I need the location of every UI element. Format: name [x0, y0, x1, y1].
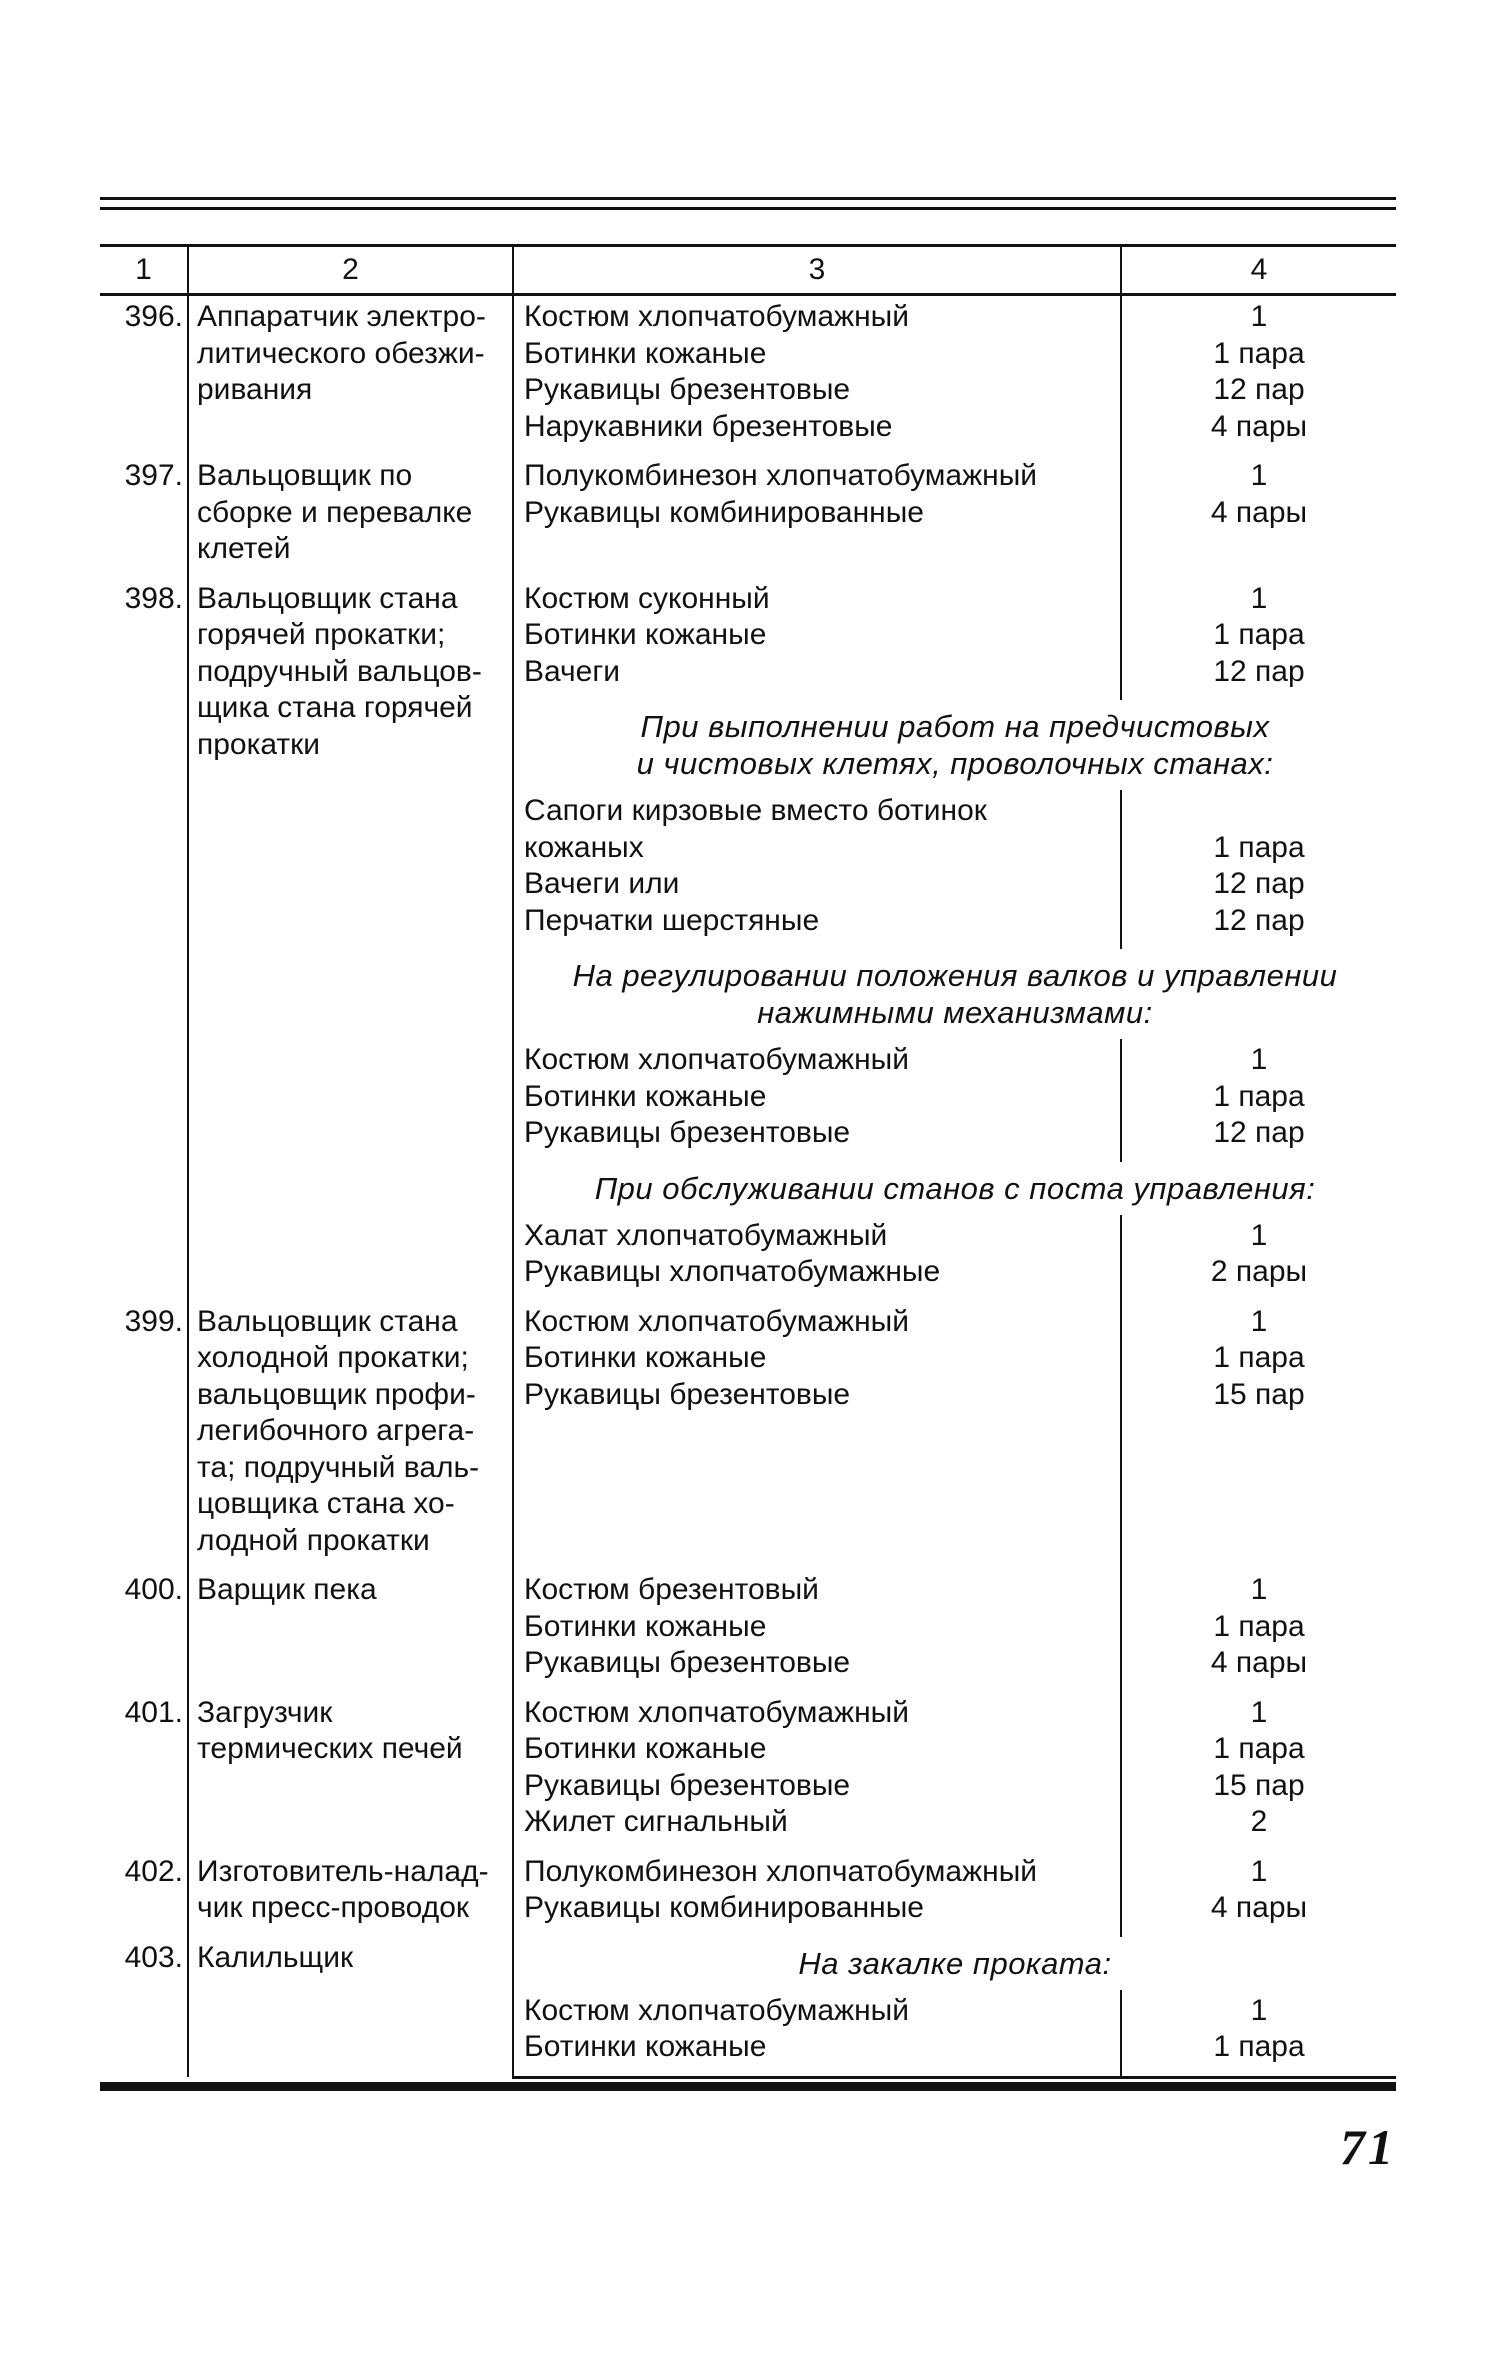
entry-title — [188, 1301, 513, 1570]
item-name: Ботинки кожаные — [524, 336, 767, 370]
entry-title — [188, 1937, 513, 2078]
section-row — [100, 1937, 1396, 1990]
item-qty: 1 — [1250, 300, 1268, 333]
item-qty: 12 пар — [1213, 373, 1305, 406]
entry-title — [188, 578, 513, 1301]
entry-number: 397. — [100, 455, 188, 578]
entry-title-line: Вальцовщик по — [197, 459, 413, 492]
item-quantities — [1121, 1990, 1396, 2078]
entry-title-line: цовщика стана хо- — [197, 1487, 455, 1520]
item-quantities — [1121, 295, 1396, 456]
entry-title-line: легибочного агрега- — [197, 1414, 475, 1447]
entry-title — [188, 1569, 513, 1692]
item-name: Сапоги кирзовые вместо ботинок — [524, 794, 987, 827]
entry-number: 402. — [100, 1851, 188, 1937]
item-names — [513, 1851, 1121, 1937]
item-qty: 12 пар — [1213, 867, 1305, 900]
item-qty: 1 — [1250, 1573, 1268, 1606]
item-quantities — [1121, 1692, 1396, 1851]
header-col-2: 2 — [188, 246, 513, 295]
item-qty: 1 — [1250, 1043, 1268, 1076]
entry-title — [188, 1692, 513, 1851]
item-name: Ботинки кожаные — [524, 1341, 767, 1374]
entry-title-line: термических печей — [197, 1732, 463, 1765]
item-name: Перчатки шерстяные — [524, 903, 820, 937]
item-name: Ботинки кожаные — [524, 2030, 767, 2063]
item-quantities — [1121, 790, 1396, 949]
entry-title-line: прокатки — [197, 727, 321, 761]
item-names — [513, 1039, 1121, 1162]
item-qty: 4 пары — [1210, 495, 1308, 529]
entry-title-line: Загрузчик — [197, 1695, 333, 1729]
item-qty: 4 пары — [1210, 1646, 1308, 1679]
entry-number: 396. — [100, 295, 188, 456]
item-qty: 1 пара — [1213, 1341, 1305, 1374]
entry-title-line: ривания — [197, 373, 313, 406]
item-quantities — [1121, 1039, 1396, 1162]
entry-title-line: чик пресс-проводок — [197, 1891, 470, 1924]
item-name: Ботинки кожаные — [524, 1732, 767, 1765]
section-heading-line: При выполнении работ на предчистовых — [640, 709, 1270, 744]
item-names — [513, 1569, 1121, 1692]
item-qty: 1 пара — [1213, 1609, 1305, 1643]
item-quantities — [1121, 1569, 1396, 1692]
item-name: Рукавицы брезентовые — [524, 1377, 851, 1411]
item-qty: 1 — [1250, 1854, 1268, 1888]
item-names — [513, 790, 1121, 949]
item-quantities — [1121, 578, 1396, 701]
item-name: Костюм хлопчатобумажный — [524, 1043, 909, 1076]
page-number: 71 — [1340, 2119, 1396, 2175]
item-names — [513, 1990, 1121, 2078]
section-heading-line: На закалке проката: — [798, 1945, 1112, 1981]
section-heading — [513, 949, 1396, 1039]
table-row — [100, 1692, 1396, 1851]
item-qty: 1 пара — [1213, 1079, 1305, 1113]
table-row — [100, 455, 1396, 578]
item-qty: 1 пара — [1213, 618, 1305, 651]
entry-number: 403. — [100, 1937, 188, 2078]
item-name: Халат хлопчатобумажный — [524, 1218, 888, 1252]
header-col-4: 4 — [1121, 246, 1396, 295]
item-quantities — [1121, 1851, 1396, 1937]
item-name: Костюм суконный — [524, 581, 770, 615]
item-qty: 15 пар — [1213, 1377, 1305, 1411]
entry-number: 401. — [100, 1692, 188, 1851]
entry-title — [188, 455, 513, 578]
item-name: Рукавицы брезентовые — [524, 1116, 851, 1149]
item-name: Полукомбинезон хлопчатобумажный — [524, 1854, 1038, 1888]
header-col-1: 1 — [100, 246, 188, 295]
table-row — [100, 1851, 1396, 1937]
item-names — [513, 578, 1121, 701]
item-name: Рукавицы брезентовые — [524, 1768, 851, 1802]
entry-title-line: Варщик пека — [197, 1573, 377, 1606]
item-name: Костюм хлопчатобумажный — [524, 300, 909, 333]
item-qty: 1 — [1250, 1993, 1268, 2027]
entry-title-line: Калильщик — [197, 1940, 354, 1974]
item-names — [513, 1692, 1121, 1851]
entry-title-line: щика стана горячей — [197, 691, 473, 724]
header-col-3: 3 — [513, 246, 1121, 295]
item-qty: 1 — [1250, 1695, 1268, 1729]
item-name: Костюм хлопчатобумажный — [524, 1695, 909, 1729]
entry-title-line: горячей прокатки; — [197, 618, 446, 651]
bottom-rule — [100, 2082, 1396, 2091]
entry-title-line: та; подручный валь- — [197, 1450, 480, 1484]
item-names — [513, 455, 1121, 578]
entry-title — [188, 295, 513, 456]
item-quantities — [1121, 455, 1396, 578]
table-row — [100, 295, 1396, 456]
table-row — [100, 1301, 1396, 1570]
ppe-table — [100, 244, 1396, 2079]
entry-number: 398. — [100, 578, 188, 1301]
item-qty: 15 пар — [1213, 1768, 1305, 1802]
item-names — [513, 295, 1121, 456]
item-names — [513, 1215, 1121, 1301]
item-name: Вачеги — [524, 654, 621, 688]
entry-title-line: вальцовщик профи- — [197, 1377, 476, 1411]
item-name: Полукомбинезон хлопчатобумажный — [524, 459, 1038, 492]
item-name: Рукавицы брезентовые — [524, 1646, 851, 1679]
entry-title-line: сборке и перевалке — [197, 495, 473, 529]
top-rule-2 — [100, 207, 1396, 210]
item-qty: 1 — [1250, 1218, 1268, 1252]
entry-title-line: Изготовитель-налад- — [197, 1854, 489, 1888]
section-heading — [513, 1162, 1396, 1215]
item-name: Жилет сигнальный — [524, 1805, 788, 1838]
item-qty: 1 — [1250, 1304, 1268, 1338]
item-qty: 1 пара — [1213, 1732, 1305, 1765]
entry-title-line: Аппаратчик электро- — [197, 300, 486, 333]
table-row — [100, 1569, 1396, 1692]
item-name: Рукавицы хлопчатобумажные — [524, 1255, 941, 1288]
item-name: Костюм брезентовый — [524, 1573, 819, 1606]
item-quantities — [1121, 1215, 1396, 1301]
section-heading-line: На регулировании положения валков и управлении — [572, 958, 1338, 993]
entry-title-line: клетей — [197, 532, 291, 565]
entry-number: 399. — [100, 1301, 188, 1570]
item-qty — [1122, 793, 1396, 830]
item-qty: 4 пары — [1210, 1891, 1308, 1924]
item-qty: 1 пара — [1213, 2030, 1305, 2063]
section-heading — [513, 1937, 1396, 1990]
item-name: Ботинки кожаные — [524, 1079, 767, 1113]
item-name: Вачеги или — [524, 867, 680, 900]
item-names — [513, 1301, 1121, 1570]
item-name: Ботинки кожаные — [524, 618, 767, 651]
item-qty: 4 пары — [1210, 409, 1308, 443]
section-heading — [513, 700, 1396, 790]
entry-number: 400. — [100, 1569, 188, 1692]
item-name: Рукавицы комбинированные — [524, 1891, 924, 1924]
item-qty: 2 пары — [1210, 1255, 1308, 1288]
section-heading-line: нажимными механизмами: — [757, 995, 1153, 1030]
item-qty: 12 пар — [1213, 1116, 1305, 1149]
item-qty: 1 — [1250, 459, 1268, 492]
item-name: кожаных — [524, 830, 644, 864]
item-name: Нарукавники брезентовые — [524, 409, 893, 443]
section-heading-line: При обслуживании станов с поста управления: — [594, 1170, 1316, 1206]
item-qty: 1 — [1250, 581, 1268, 615]
entry-title-line: Вальцовщик стана — [197, 581, 458, 615]
item-qty: 1 пара — [1213, 830, 1305, 864]
entry-title-line: холодной прокатки; — [197, 1341, 469, 1374]
item-name: Костюм хлопчатобумажный — [524, 1304, 909, 1338]
item-name: Костюм хлопчатобумажный — [524, 1993, 909, 2027]
item-qty: 2 — [1250, 1805, 1268, 1838]
table-row — [100, 578, 1396, 701]
table-body — [100, 295, 1396, 2078]
item-qty: 12 пар — [1213, 903, 1305, 937]
section-heading-line: и чистовых клетях, проволочных станах: — [636, 746, 1274, 781]
item-qty: 1 пара — [1213, 336, 1305, 370]
top-rule-1 — [100, 197, 1396, 200]
item-qty: 12 пар — [1213, 654, 1305, 688]
entry-title-line: лодной прокатки — [197, 1523, 430, 1557]
entry-title-line: подручный вальцов- — [197, 654, 482, 688]
item-name: Рукавицы брезентовые — [524, 373, 851, 406]
item-quantities — [1121, 1301, 1396, 1570]
item-name: Ботинки кожаные — [524, 1609, 767, 1643]
item-name: Рукавицы комбинированные — [524, 495, 924, 529]
entry-title-line: Вальцовщик стана — [197, 1304, 458, 1338]
entry-title-line: литического обезжи- — [197, 336, 485, 370]
table-header — [100, 246, 1396, 295]
entry-title — [188, 1851, 513, 1937]
